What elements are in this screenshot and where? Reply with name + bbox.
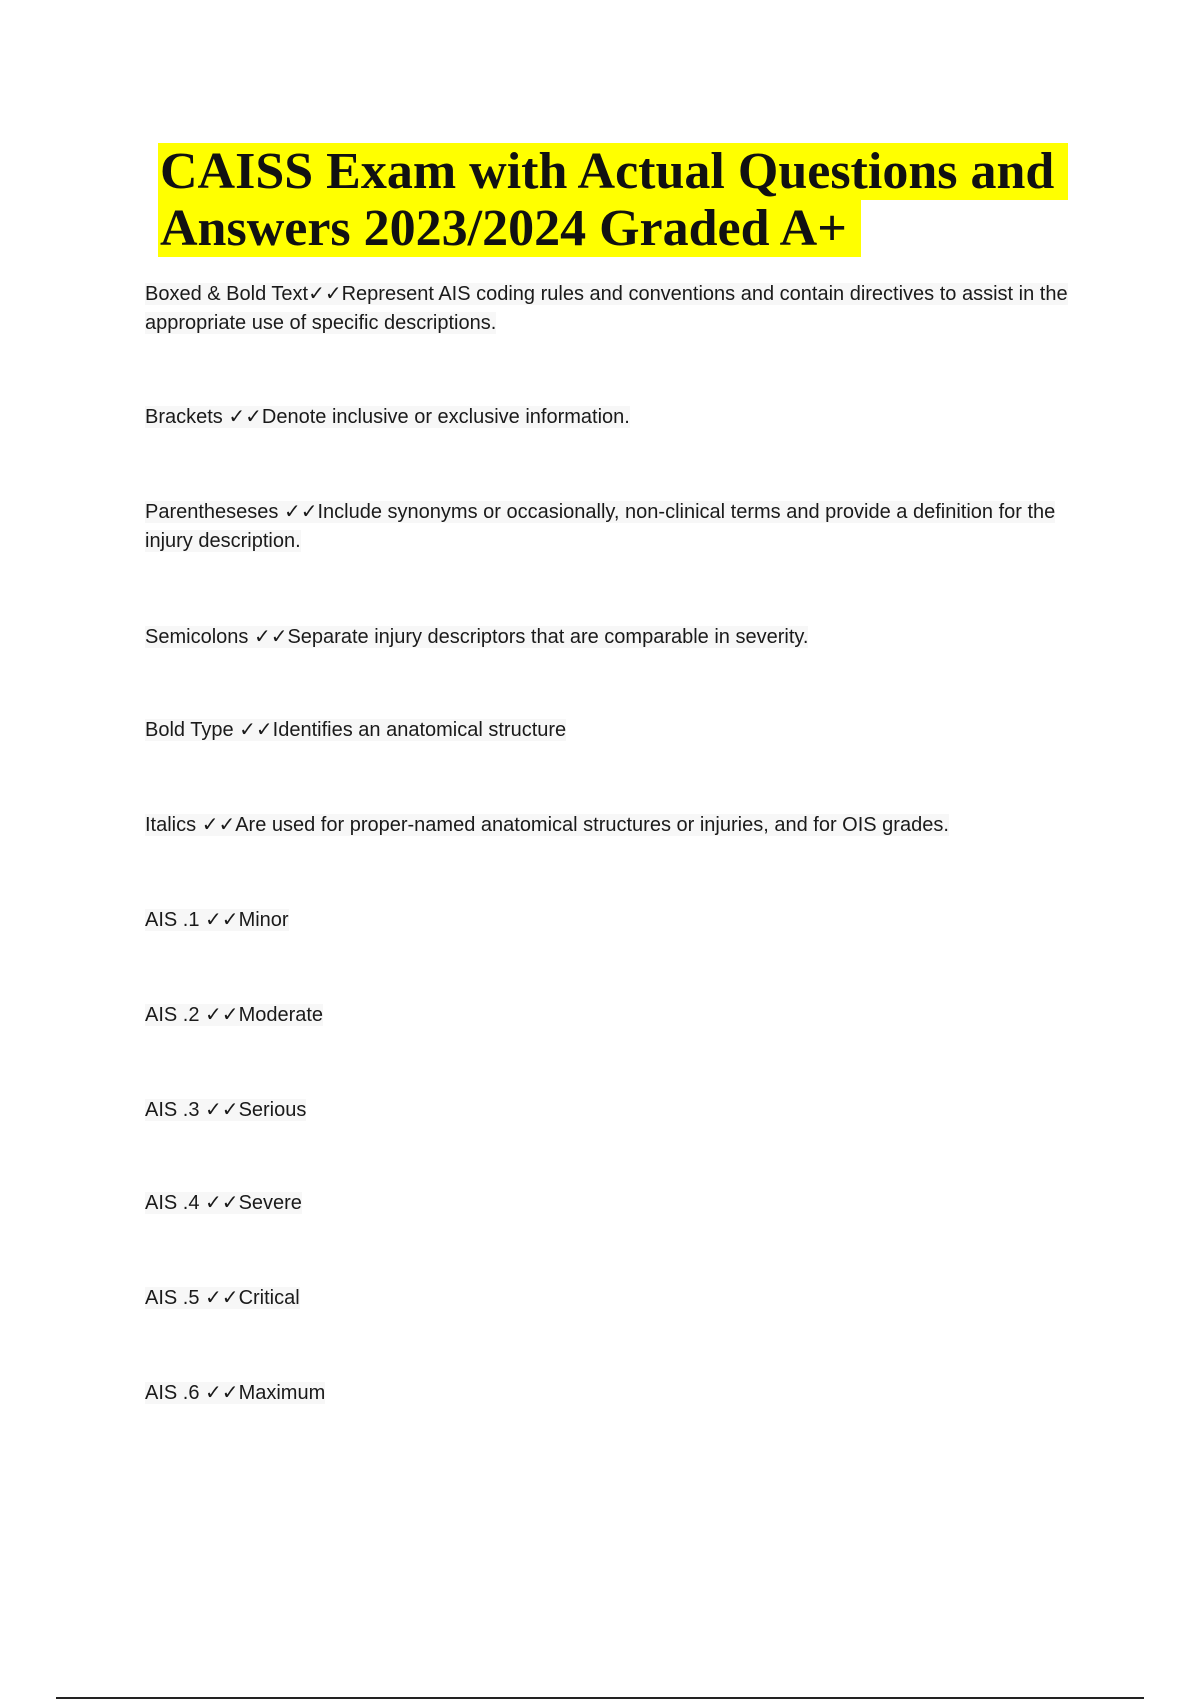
qa-item-semicolons <box>145 623 1095 652</box>
page-bottom-divider <box>56 1697 1144 1699</box>
qa-term: Semicolons <box>145 626 249 648</box>
qa-answer: Critical <box>238 1287 300 1309</box>
qa-answer: Severe <box>238 1192 302 1214</box>
check-marks-icon: ✓✓ <box>205 1382 239 1404</box>
check-marks-icon: ✓✓ <box>205 1004 239 1026</box>
qa-term: AIS .3 <box>145 1099 200 1121</box>
qa-item-parentheseses <box>145 498 1095 556</box>
qa-answer: Are used for proper-named anatomical structures or injuries, and for OIS grades. <box>235 814 949 836</box>
check-marks-icon: ✓✓ <box>201 814 236 836</box>
qa-item-italics <box>145 811 1095 840</box>
qa-term: AIS .5 <box>145 1287 200 1309</box>
qa-term: Italics <box>145 814 197 836</box>
qa-answer: Separate injury descriptors that are comparable in severity. <box>287 626 809 648</box>
qa-term: Boxed & Bold Text <box>145 283 309 305</box>
title-line-1: CAISS Exam with Actual Questions and <box>160 143 1055 200</box>
qa-term: AIS .2 <box>145 1004 200 1026</box>
qa-answer: Minor <box>238 909 289 931</box>
check-marks-icon: ✓✓ <box>205 909 239 931</box>
qa-answer: Denote inclusive or exclusive information. <box>261 406 630 428</box>
page-title <box>158 143 1088 257</box>
check-marks-icon: ✓✓ <box>253 626 288 648</box>
check-marks-icon: ✓✓ <box>205 1192 239 1214</box>
check-marks-icon: ✓✓ <box>308 283 342 305</box>
qa-term: Parentheseses <box>145 501 279 523</box>
check-marks-icon: ✓✓ <box>205 1099 239 1121</box>
qa-answer: Represent AIS coding rules and conventions and contain directives to assist in the appropriate use of specific descriptions. <box>145 283 1068 334</box>
qa-answer: Identifies an anatomical structure <box>272 719 567 741</box>
qa-term: AIS .6 <box>145 1382 200 1404</box>
check-marks-icon: ✓✓ <box>205 1287 239 1309</box>
qa-answer: Serious <box>238 1099 307 1121</box>
qa-item-ais-1 <box>145 906 1095 935</box>
check-marks-icon: ✓✓ <box>228 406 262 428</box>
check-marks-icon: ✓✓ <box>239 719 273 741</box>
qa-term: AIS .1 <box>145 909 200 931</box>
qa-answer: Maximum <box>238 1382 326 1404</box>
qa-answer: Include synonyms or occasionally, non-clinical terms and provide a definition for the injury description. <box>145 501 1056 552</box>
title-line-2: Answers 2023/2024 Graded A+ <box>160 200 847 257</box>
qa-item-ais-6 <box>145 1379 1095 1408</box>
qa-item-bold-type <box>145 716 1095 745</box>
check-marks-icon: ✓✓ <box>283 501 318 523</box>
qa-item-ais-5 <box>145 1284 1095 1313</box>
qa-item-ais-4 <box>145 1189 1095 1218</box>
qa-item-ais-3 <box>145 1096 1095 1125</box>
qa-item-brackets <box>145 403 1095 432</box>
qa-item-ais-2 <box>145 1001 1095 1030</box>
qa-term: Bold Type <box>145 719 234 741</box>
qa-item-boxed-bold-text <box>145 280 1095 338</box>
qa-term: AIS .4 <box>145 1192 200 1214</box>
qa-answer: Moderate <box>238 1004 324 1026</box>
title-highlight <box>158 143 1068 257</box>
qa-term: Brackets <box>145 406 223 428</box>
